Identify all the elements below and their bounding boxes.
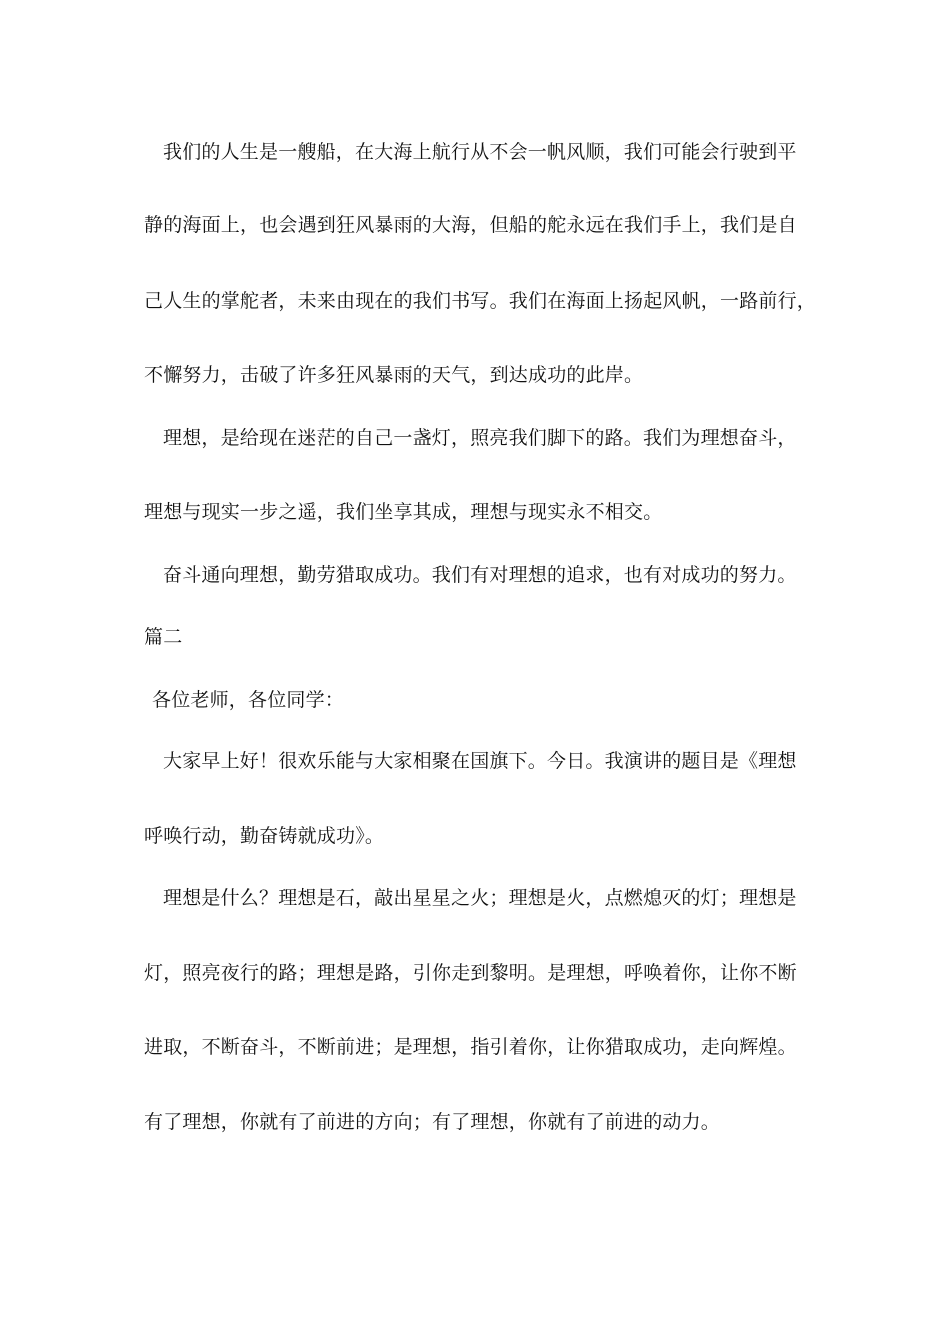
section-heading: 篇二	[144, 626, 183, 648]
paragraph-1-line-4: 不懈努力，击破了许多狂风暴雨的天气，到达成功的此岸。	[144, 364, 644, 386]
paragraph-1-line-1: 我们的人生是一艘船，在大海上航行从不会一帆风顺，我们可能会行驶到平	[163, 141, 797, 163]
paragraph-4-line-2: 呼唤行动，勤奋铸就成功》。	[144, 825, 385, 847]
paragraph-1-line-2: 静的海面上，也会遇到狂风暴雨的大海，但船的舵永远在我们手上，我们是自	[144, 214, 797, 236]
paragraph-2-line-1: 理想，是给现在迷茫的自己一盏灯，照亮我们脚下的路。我们为理想奋斗，	[163, 427, 797, 449]
paragraph-5-line-2: 灯，照亮夜行的路；理想是路，引你走到黎明。是理想，呼唤着你，让你不断	[144, 962, 797, 984]
paragraph-5-line-3: 进取，不断奋斗，不断前进；是理想，指引着你，让你猎取成功，走向辉煌。	[144, 1036, 797, 1058]
paragraph-5-line-4: 有了理想，你就有了前进的方向；有了理想，你就有了前进的动力。	[144, 1111, 721, 1133]
paragraph-5-line-1: 理想是什么？理想是石，敲出星星之火；理想是火，点燃熄灭的灯；理想是	[163, 887, 797, 909]
paragraph-3-line-1: 奋斗通向理想，勤劳猎取成功。我们有对理想的追求，也有对成功的努力。	[163, 564, 797, 586]
salutation: 各位老师，各位同学：	[152, 689, 345, 711]
paragraph-2-line-2: 理想与现实一步之遥，我们坐享其成，理想与现实永不相交。	[144, 501, 663, 523]
paragraph-1-line-3: 己人生的掌舵者，未来由现在的我们书写。我们在海面上扬起风帆，一路前行，	[144, 290, 817, 312]
paragraph-4-line-1: 大家早上好！很欢乐能与大家相聚在国旗下。今日。我演讲的题目是《理想	[163, 750, 797, 772]
